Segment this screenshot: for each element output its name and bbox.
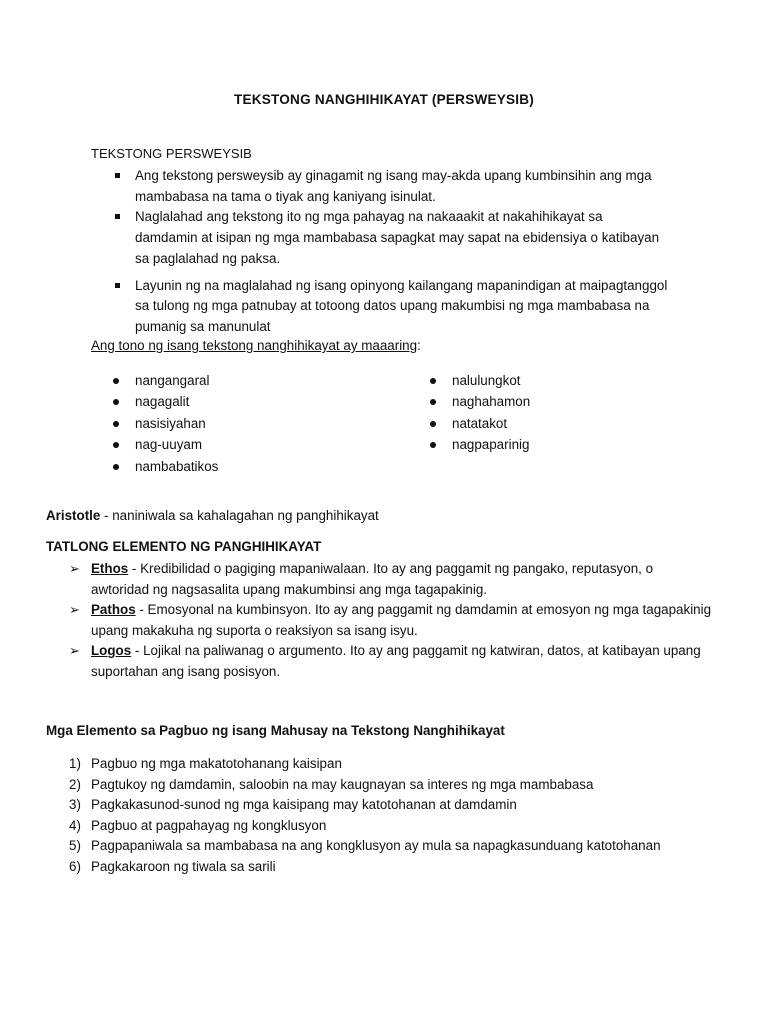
list-item-line: damdamin at isipan ng mga mambabasa sapagkat may sapat na ebidensiya o katibayan: [135, 230, 660, 246]
page-title: TEKSTONG NANGHIHIKAYAT (PERSWEYSIB): [233, 92, 535, 107]
list-number: 6): [69, 858, 81, 874]
square-bullet-icon: [115, 214, 120, 219]
list-item-line: sa tulong ng mga patnubay at totoong datos upang makumbisi ng mga mambabasa na: [135, 298, 650, 314]
square-bullet-icon: [115, 283, 120, 288]
list-item-line: sa paglalahad ng paksa.: [135, 250, 281, 266]
list-item: [113, 166, 713, 207]
list-item: [113, 391, 218, 412]
list-item: [69, 795, 661, 816]
round-bullet-icon: [113, 464, 119, 470]
list-item: [69, 775, 661, 796]
square-bullet-icon: [115, 173, 120, 178]
elements-list: [69, 559, 729, 683]
list-item: [113, 434, 218, 455]
list-number: 5): [69, 838, 81, 853]
list-item: [69, 816, 661, 837]
round-bullet-icon: [113, 378, 119, 384]
aristotle-name: Aristotle: [46, 508, 101, 523]
aristotle-text: - naniniwala sa kahalagahan ng panghihikayat: [100, 508, 379, 523]
list-item-line: Layunin ng na maglalahad ng isang opinyong kailangang mapanindigan at maipagtanggol: [135, 277, 668, 293]
tone-item: nalulungkot: [452, 373, 521, 388]
list-item-line: Ang tekstong persweysib ay ginagamit ng isang may-akda upang kumbinsihin ang mga: [135, 168, 652, 183]
tone-item: nagpaparinig: [452, 437, 530, 453]
element-term-pathos: Pathos: [91, 602, 136, 618]
list-number: 1): [69, 756, 81, 771]
list-item-text: Pagkakasunod-sunod ng mga kaisipang may katotohanan at damdamin: [91, 797, 517, 812]
list-item: [430, 413, 530, 434]
list-item: [69, 600, 729, 641]
tone-item: natatakot: [452, 415, 508, 431]
list-item-text: Pagbuo ng mga makatotohanang kaisipan: [91, 756, 342, 771]
round-bullet-icon: [113, 442, 119, 448]
list-item-text: Pagpapaniwala sa mambabasa na ang kongklusyon ay mula sa napagkasunduang katotohanan: [91, 838, 661, 853]
tone-list-left: [113, 370, 218, 477]
tone-item: nambabatikos: [135, 458, 219, 474]
list-item-line: mambabasa na tama o tiyak ang kaniyang isinulat.: [135, 188, 436, 204]
list-item-line: pumanig sa manunulat: [135, 318, 271, 334]
section-heading-persweysib: TEKSTONG PERSWEYSIB: [91, 146, 252, 161]
tone-item: nasisiyahan: [135, 415, 206, 431]
list-item: [430, 434, 530, 455]
arrow-bullet-icon: ➢: [69, 602, 80, 618]
persweysib-bullet-list: [113, 166, 713, 338]
list-number: 4): [69, 817, 81, 833]
arrow-bullet-icon: ➢: [69, 643, 80, 659]
arrow-bullet-icon: ➢: [69, 561, 80, 576]
list-item-text: Pagtukoy ng damdamin, saloobin na may kaugnayan sa interes ng mga mambabasa: [91, 776, 594, 792]
list-item: [430, 391, 530, 412]
tone-list-right: [430, 370, 530, 456]
list-item: [113, 370, 218, 391]
list-number: 2): [69, 776, 81, 792]
list-item-line: Naglalahad ang tekstong ito ng mga pahayag na nakaaakit at nakahihikayat sa: [135, 209, 603, 225]
tone-heading-colon: :: [417, 338, 421, 353]
element-term-ethos: Ethos: [91, 561, 129, 576]
list-item: [113, 276, 713, 338]
list-item-text: Pagbuo at pagpahayag ng kongklusyon: [91, 817, 327, 833]
element-term-logos: Logos: [91, 643, 132, 659]
mga-elemento-list: [69, 754, 661, 877]
tone-heading-text: Ang tono ng isang tekstong nanghihikayat ay maaaring: [91, 338, 418, 353]
list-item: [69, 857, 661, 878]
list-item: [69, 754, 661, 775]
list-item: [113, 207, 713, 269]
tone-item: naghahamon: [452, 394, 531, 410]
list-item: [69, 559, 729, 600]
list-item: [113, 413, 218, 434]
mga-elemento-heading: Mga Elemento sa Pagbuo ng isang Mahusay na Tekstong Nanghihikayat: [46, 723, 505, 738]
round-bullet-icon: [113, 421, 119, 427]
list-item: [113, 456, 218, 477]
round-bullet-icon: [430, 378, 436, 384]
round-bullet-icon: [430, 442, 436, 448]
aristotle-line: [46, 508, 379, 523]
elements-heading: TATLONG ELEMENTO NG PANGHIHIKAYAT: [46, 539, 322, 554]
list-item: [69, 836, 661, 857]
tone-heading: [91, 338, 421, 353]
element-desc: - Lojikal na paliwanag o argumento. Ito ay ang paggamit ng katwiran, datos, at katibayan upang: [131, 643, 701, 659]
list-item: [69, 641, 729, 682]
element-desc: suportahan ang isang posisyon.: [91, 663, 281, 679]
round-bullet-icon: [430, 421, 436, 427]
tone-item: nangangaral: [135, 373, 210, 388]
element-desc: upang makakuha ng suporta o reaksiyon sa isang isyu.: [91, 622, 418, 638]
round-bullet-icon: [430, 399, 436, 405]
list-number: 3): [69, 797, 81, 812]
element-desc: awtoridad ng nagsasalita upang makumbinsi ang mga tagapakinig.: [91, 581, 488, 597]
element-desc: - Kredibilidad o pagiging mapaniwalaan. Ito ay ang paggamit ng pangako, reputasyon, o: [128, 561, 654, 576]
tone-item: nagagalit: [135, 394, 190, 410]
tone-item: nag-uuyam: [135, 437, 202, 453]
round-bullet-icon: [113, 399, 119, 405]
list-item-text: Pagkakaroon ng tiwala sa sarili: [91, 858, 276, 874]
element-desc: - Emosyonal na kumbinsyon. Ito ay ang paggamit ng damdamin at emosyon ng mga tagapakinig: [135, 602, 712, 618]
list-item: [430, 370, 530, 391]
